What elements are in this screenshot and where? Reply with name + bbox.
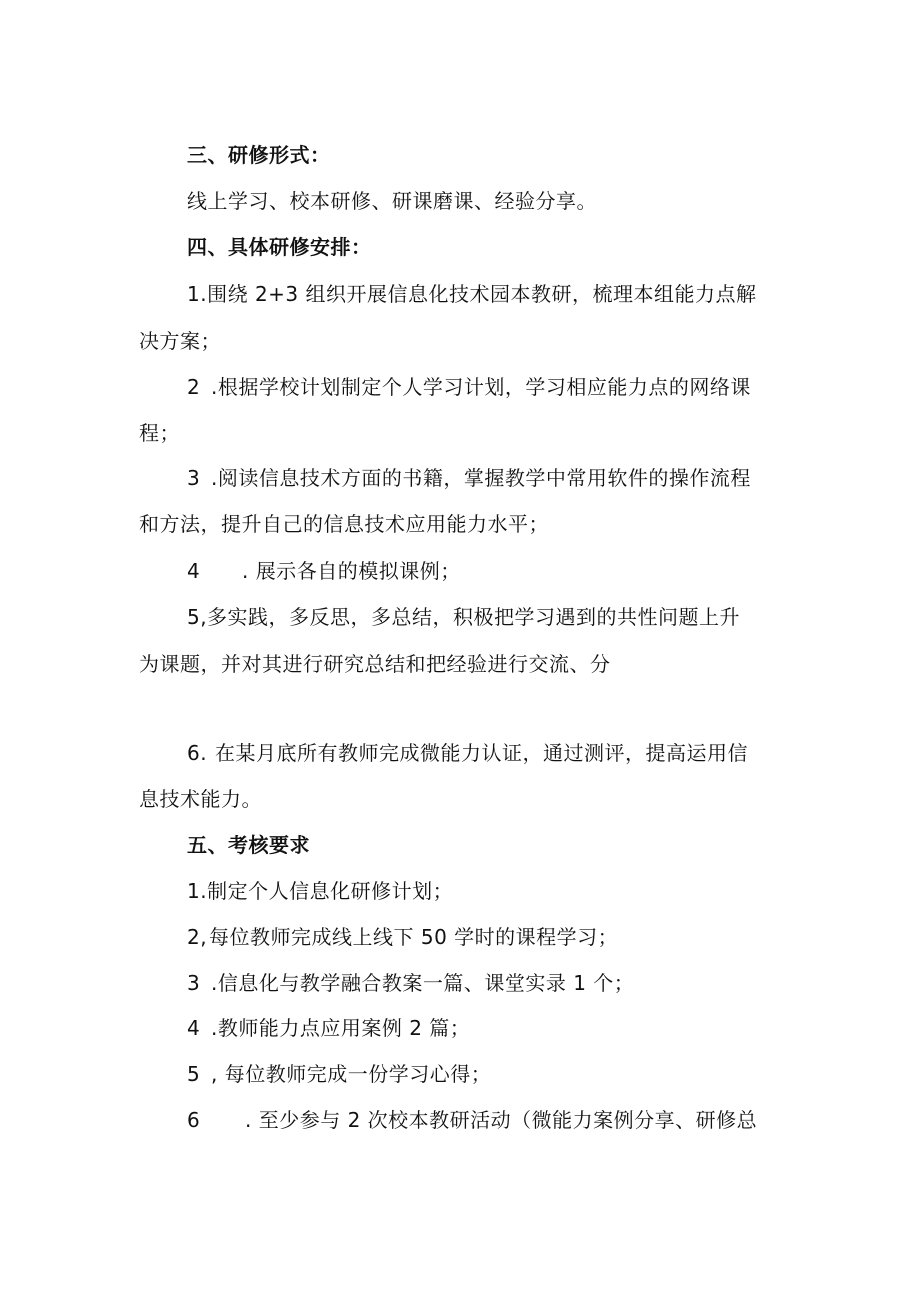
item-number: 6. — [187, 741, 208, 765]
item-number: 5 — [187, 1062, 201, 1086]
item-number: 5, — [187, 605, 208, 629]
assessment-item-5 — [187, 1060, 491, 1088]
item-text: 多实践，多反思，多总结，积极把学习遇到的共性问题上升 — [207, 605, 740, 629]
item-number: 3 — [187, 466, 201, 490]
assessment-item-4 — [187, 1014, 470, 1042]
section-heading-arrangement: 四、具体研修安排： — [187, 235, 372, 259]
item-text: 每位教师完成线上线下 50 学时的课程学习； — [209, 925, 619, 949]
arrangement-item-1 — [187, 280, 757, 308]
item-text: .阅读信息技术方面的书籍，掌握教学中常用软件的操作流程 — [211, 466, 751, 490]
section-heading-assessment: 五、考核要求 — [187, 833, 310, 857]
assessment-item-2 — [187, 923, 618, 951]
item-text: 围绕 2+3 组织开展信息化技术园本教研，梳理本组能力点解 — [207, 282, 757, 306]
arrangement-item-3 — [187, 464, 751, 492]
assessment-item-6 — [187, 1106, 757, 1134]
item-text: 在某月底所有教师完成微能力认证，通过测评，提高运用信 — [215, 741, 748, 765]
item-number: 1. — [187, 282, 208, 306]
item-text: , 每位教师完成一份学习心得； — [211, 1062, 492, 1086]
arrangement-item-5 — [187, 603, 740, 631]
arrangement-item-6-cont: 息技术能力。 — [139, 787, 262, 811]
item-number: 4 — [187, 559, 201, 583]
item-text: .教师能力点应用案例 2 篇； — [211, 1016, 471, 1040]
section-text-form: 线上学习、校本研修、研课磨课、经验分享。 — [187, 189, 597, 213]
item-text: .根据学校计划制定个人学习计划，学习相应能力点的网络课 — [211, 375, 751, 399]
arrangement-item-5-cont: 为课题，并对其进行研究总结和把经验进行交流、分 — [139, 652, 611, 676]
assessment-item-3 — [187, 969, 634, 997]
arrangement-item-3-cont: 和方法，提升自己的信息技术应用能力水平； — [139, 512, 549, 536]
item-number: 1. — [187, 879, 208, 903]
item-number: 6 — [187, 1108, 201, 1132]
item-text: 制定个人信息化研修计划； — [207, 879, 454, 903]
item-text: . 展示各自的模拟课例； — [242, 559, 461, 583]
item-number: 3 — [187, 971, 201, 995]
item-number: 2, — [187, 925, 208, 949]
arrangement-item-1-cont: 决方案； — [139, 329, 221, 353]
item-text: .信息化与教学融合教案一篇、课堂实录 1 个； — [211, 971, 635, 995]
assessment-item-1 — [187, 877, 453, 905]
item-number: 4 — [187, 1016, 201, 1040]
item-text: . 至少参与 2 次校本教研活动（微能力案例分享、研修总 — [245, 1108, 758, 1132]
arrangement-item-4 — [187, 557, 461, 585]
item-number: 2 — [187, 375, 201, 399]
arrangement-item-2 — [187, 373, 751, 401]
arrangement-item-2-cont: 程； — [139, 421, 180, 445]
arrangement-item-6 — [187, 739, 748, 767]
section-heading-form: 三、研修形式： — [187, 143, 331, 167]
